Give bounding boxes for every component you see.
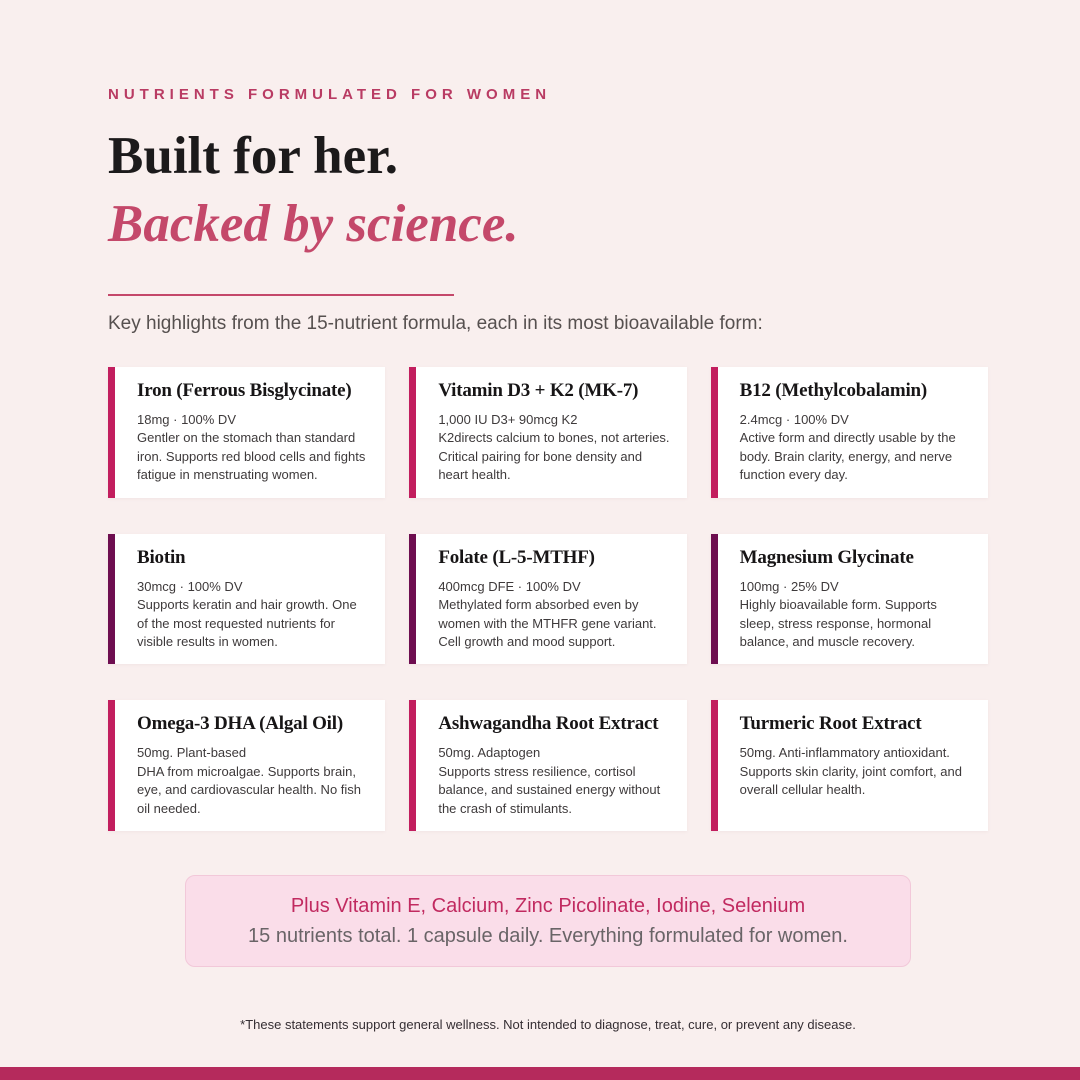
- accent-bar: [108, 534, 115, 665]
- card-description: Highly bioavailable form. Supports sleep, stress response, hormonal balance, and muscle recovery.: [739, 597, 937, 650]
- card-description: Supports keratin and hair growth. One of the most requested nutrients for visible results in women.: [137, 597, 357, 650]
- accent-bar: [711, 367, 718, 498]
- eyebrow-label: NUTRIENTS FORMULATED FOR WOMEN: [108, 86, 552, 103]
- card-title: Ashwagandha Root Extract: [438, 713, 659, 735]
- additional-nutrients-list: Plus Vitamin E, Calcium, Zinc Picolinate, Iodine, Selenium: [290, 895, 806, 918]
- nutrient-card-b12: [711, 367, 988, 498]
- card-dose: 1,000 IU D3+ 90mcg K2: [438, 412, 578, 427]
- card-title: Iron (Ferrous Bisglycinate): [137, 380, 352, 402]
- fda-disclaimer: *These statements support general wellness. Not intended to diagnose, treat, cure, or prevent any disease.: [240, 1017, 856, 1033]
- accent-bar: [409, 534, 416, 665]
- nutrient-card-omega3: [108, 700, 385, 831]
- card-description: K2directs calcium to bones, not arteries. Critical pairing for bone density and heart health.: [438, 430, 670, 483]
- card-dose: 18mg · 100% DV: [137, 412, 236, 427]
- formula-summary: 15 nutrients total. 1 capsule daily. Everything formulated for women.: [248, 925, 848, 948]
- card-dose: 100mg · 25% DV: [739, 578, 839, 594]
- nutrient-card-magnesium: [711, 534, 988, 665]
- nutrient-card-iron: [108, 367, 385, 498]
- nutrient-card-vitamin-d3-k2: [409, 367, 686, 498]
- accent-bar: [711, 534, 718, 665]
- nutrient-card-folate: [409, 534, 686, 665]
- card-title: Biotin: [137, 546, 186, 568]
- subtitle-text: Key highlights from the 15-nutrient formula, each in its most bioavailable form:: [108, 313, 763, 335]
- page-title: [108, 123, 988, 259]
- card-title: Magnesium Glycinate: [739, 546, 914, 568]
- card-title: Vitamin D3 + K2 (MK-7): [438, 380, 639, 402]
- footer-accent-bar: [0, 1067, 1080, 1080]
- nutrient-card-turmeric: [711, 700, 988, 831]
- accent-bar: [108, 367, 115, 498]
- card-description: Methylated form absorbed even by women with the MTHFR gene variant. Cell growth and mood support.: [438, 597, 657, 650]
- additional-nutrients-banner: [185, 875, 911, 967]
- card-dose: 50mg. Adaptogen: [438, 745, 541, 761]
- nutrient-card-biotin: [108, 534, 385, 665]
- card-description: DHA from microalgae. Supports brain, eye, and cardiovascular health. No fish oil needed.: [137, 763, 362, 816]
- card-dose: 30mcg · 100% DV: [137, 578, 243, 594]
- page-title-line1: Built for her.: [108, 127, 399, 185]
- accent-bar: [711, 700, 718, 831]
- title-divider: [108, 294, 454, 296]
- card-dose: 400mcg DFE · 100% DV: [438, 578, 581, 594]
- accent-bar: [409, 700, 416, 831]
- card-description: Active form and directly usable by the body. Brain clarity, energy, and nerve function every day.: [739, 430, 956, 483]
- card-description: Supports stress resilience, cortisol balance, and sustained energy without the crash of stimulants.: [438, 763, 661, 816]
- accent-bar: [409, 367, 416, 498]
- nutrient-card-grid: [108, 367, 988, 831]
- page-title-line2: Backed by science.: [108, 194, 519, 253]
- card-title: Omega-3 DHA (Algal Oil): [137, 713, 343, 735]
- nutrient-card-ashwagandha: [409, 700, 686, 831]
- accent-bar: [108, 700, 115, 831]
- card-description: 50mg. Anti-inflammatory antioxidant. Supports skin clarity, joint comfort, and overall cellular health.: [739, 745, 962, 798]
- card-dose: 50mg. Plant-based: [137, 745, 247, 761]
- card-description: Gentler on the stomach than standard iron. Supports red blood cells and fights fatigue in menstruating women.: [137, 430, 366, 483]
- card-title: B12 (Methylcobalamin): [739, 380, 928, 402]
- card-dose: 2.4mcg · 100% DV: [739, 412, 849, 427]
- card-title: Turmeric Root Extract: [739, 713, 922, 735]
- card-title: Folate (L-5-MTHF): [438, 546, 595, 568]
